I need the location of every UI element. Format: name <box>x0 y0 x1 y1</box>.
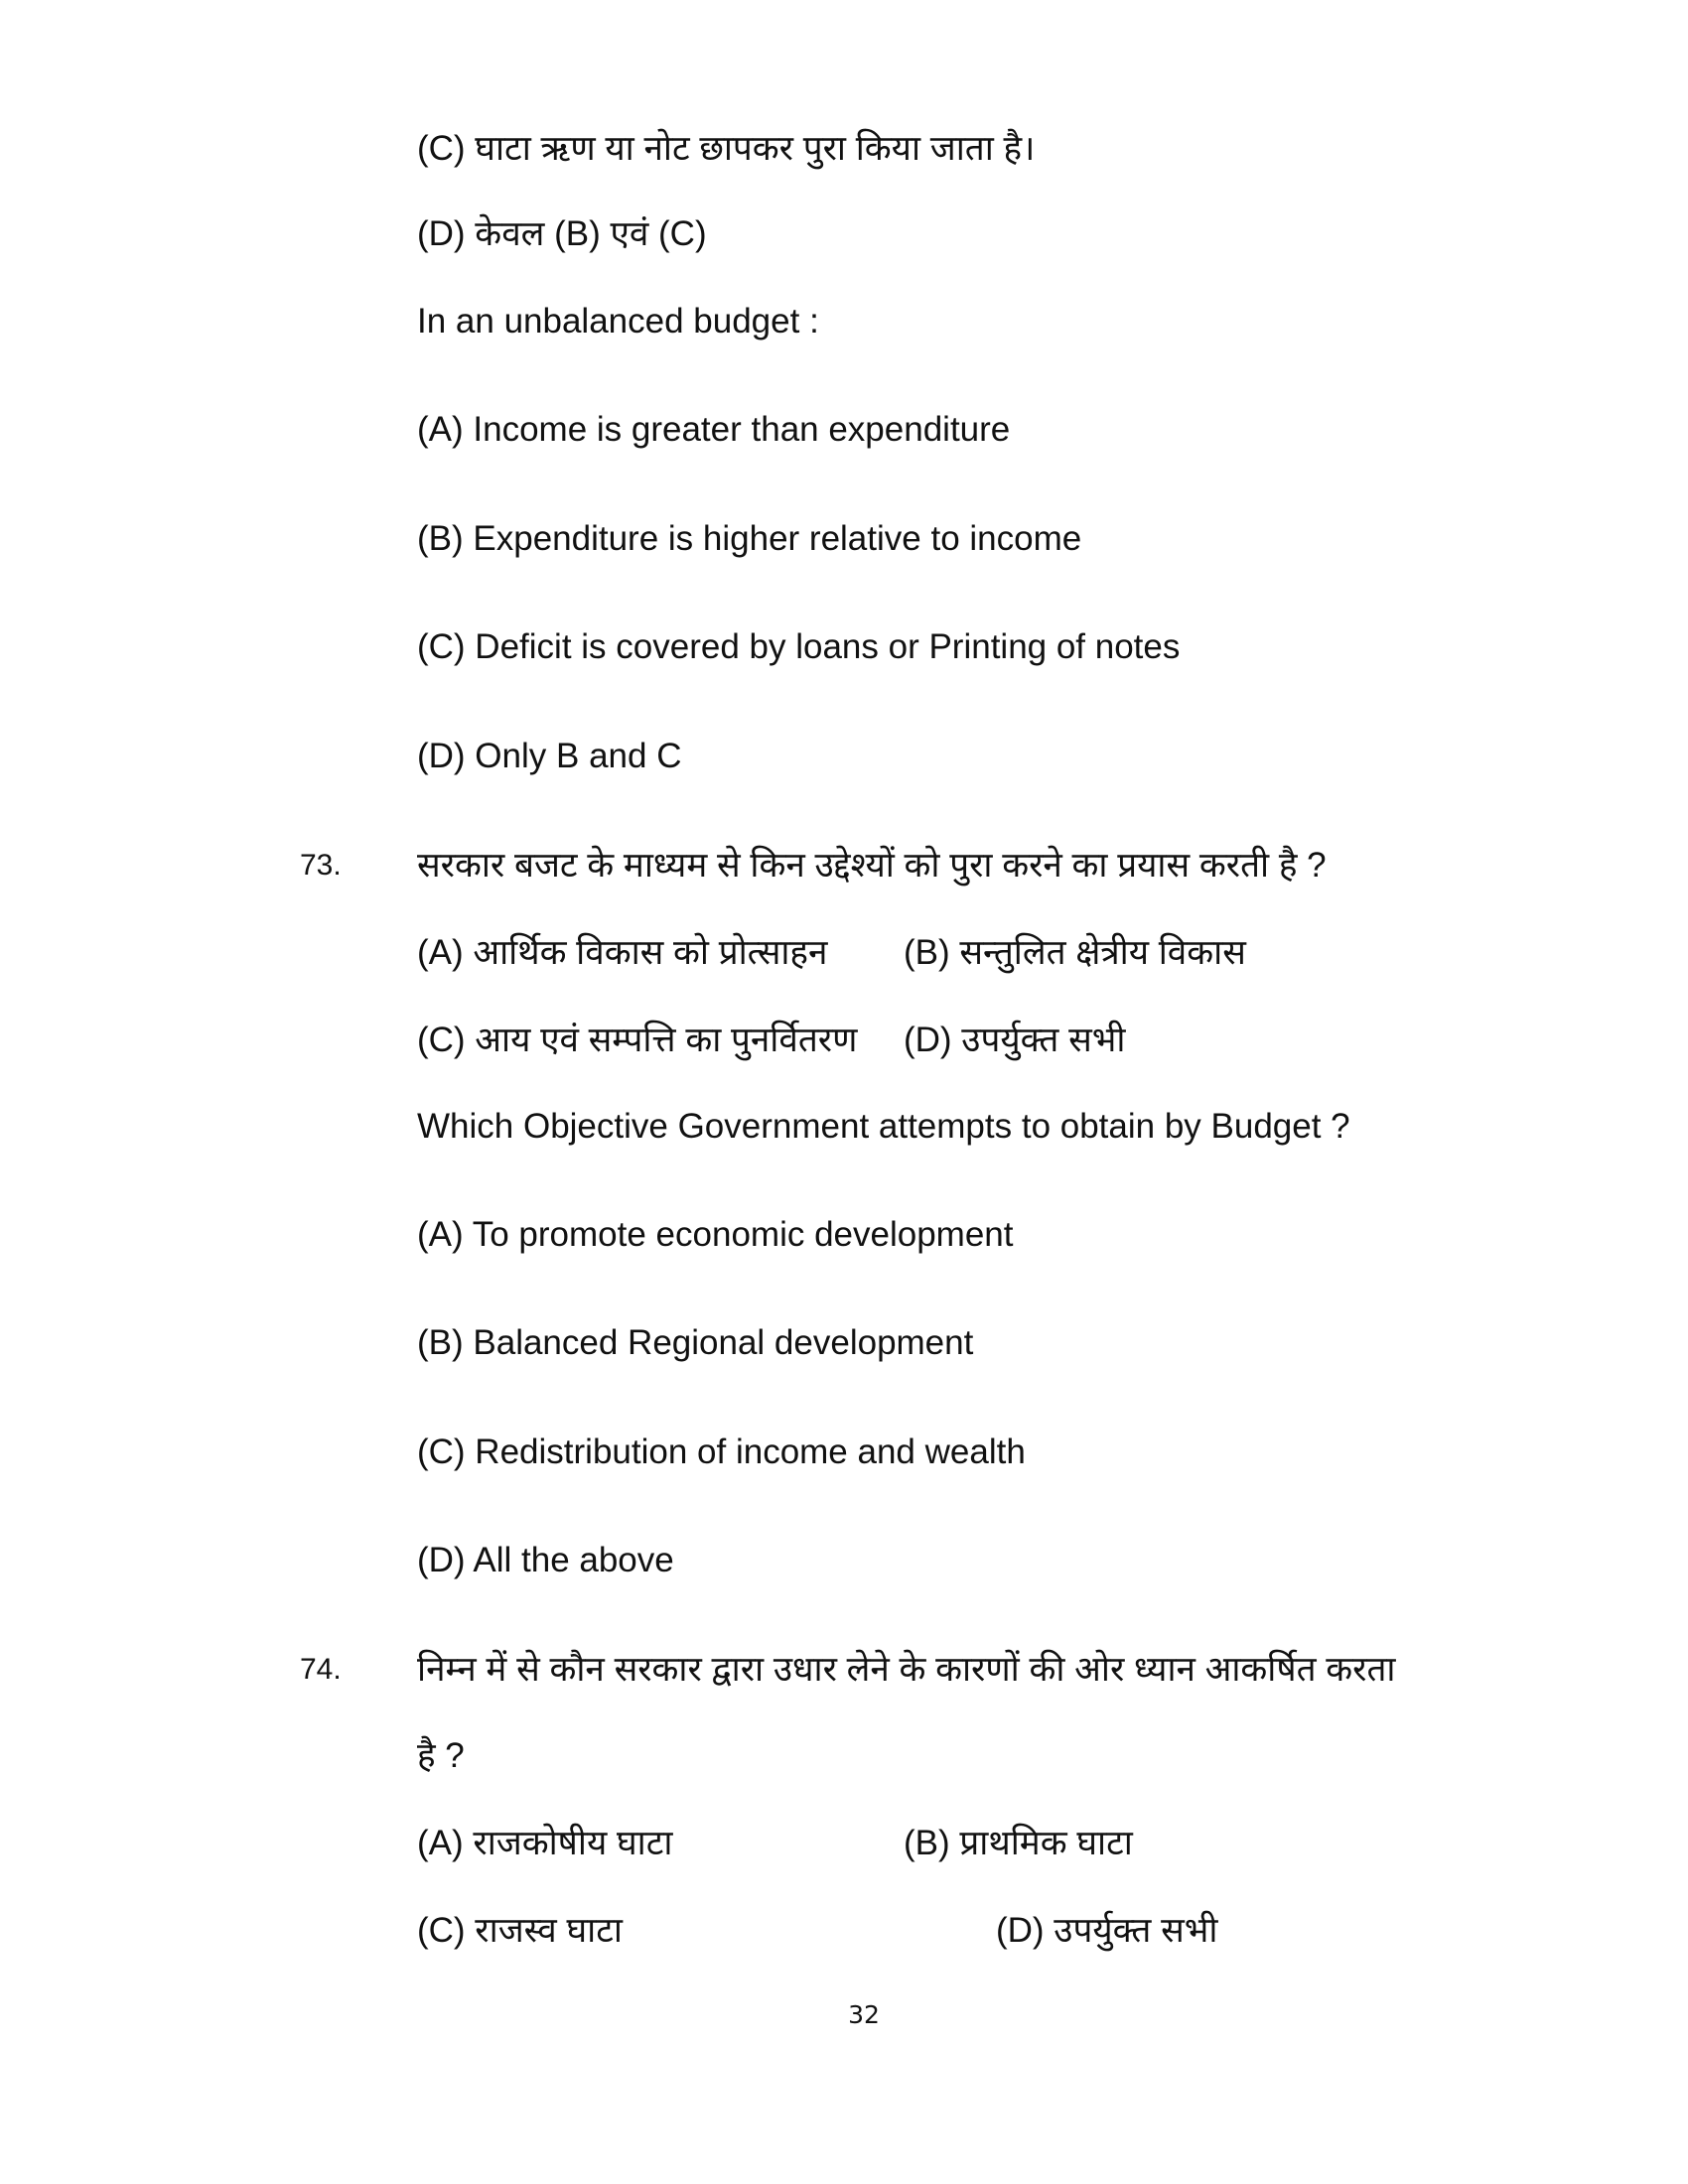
q74-hindi-option-b: (B) प्राथमिक घाटा <box>904 1824 1133 1862</box>
q73-english-option-c: (C) Redistribution of income and wealth <box>417 1433 1026 1471</box>
page-number: 32 <box>848 2000 880 2029</box>
q74-number: 74. <box>300 1653 342 1686</box>
q73-english-question: Which Objective Government attempts to obtain by Budget ? <box>417 1107 1350 1146</box>
q73-english-option-d: (D) All the above <box>417 1541 674 1579</box>
q72-english-option-d: (D) Only B and C <box>417 737 682 775</box>
q72-hindi-option-d: (D) केवल (B) एवं (C) <box>417 214 707 253</box>
q73-hindi-option-c: (C) आय एवं सम्पत्ति का पुनर्वितरण <box>417 1021 858 1059</box>
q73-english-option-a: (A) To promote economic development <box>417 1215 1014 1254</box>
q72-english-option-c: (C) Deficit is covered by loans or Printing of notes <box>417 627 1181 666</box>
q73-hindi-option-d: (D) उपर्युक्त सभी <box>904 1021 1126 1059</box>
q73-hindi-question: सरकार बजट के माध्यम से किन उद्देश्यों को पुरा करने का प्रयास करती है ? <box>417 846 1327 885</box>
q73-number: 73. <box>300 849 342 882</box>
q72-english-question: In an unbalanced budget : <box>417 302 819 341</box>
q74-hindi-option-c: (C) राजस्व घाटा <box>417 1911 623 1950</box>
q72-english-option-a: (A) Income is greater than expenditure <box>417 410 1011 449</box>
q73-english-option-b: (B) Balanced Regional development <box>417 1323 974 1362</box>
q74-hindi-option-d: (D) उपर्युक्त सभी <box>996 1911 1218 1950</box>
q74-hindi-question-line2: है ? <box>417 1736 465 1775</box>
q74-hindi-option-a: (A) राजकोषीय घाटा <box>417 1824 673 1862</box>
q73-hindi-option-a: (A) आर्थिक विकास को प्रोत्साहन <box>417 933 828 972</box>
q72-english-option-b: (B) Expenditure is higher relative to income <box>417 519 1082 558</box>
q74-hindi-question-line1: निम्न में से कौन सरकार द्वारा उधार लेने के कारणों की ओर ध्यान आकर्षित करता <box>417 1650 1396 1689</box>
q73-hindi-option-b: (B) सन्तुलित क्षेत्रीय विकास <box>904 933 1246 972</box>
q72-hindi-option-c: (C) घाटा ऋण या नोट छापकर पुरा किया जाता है। <box>417 129 1036 168</box>
